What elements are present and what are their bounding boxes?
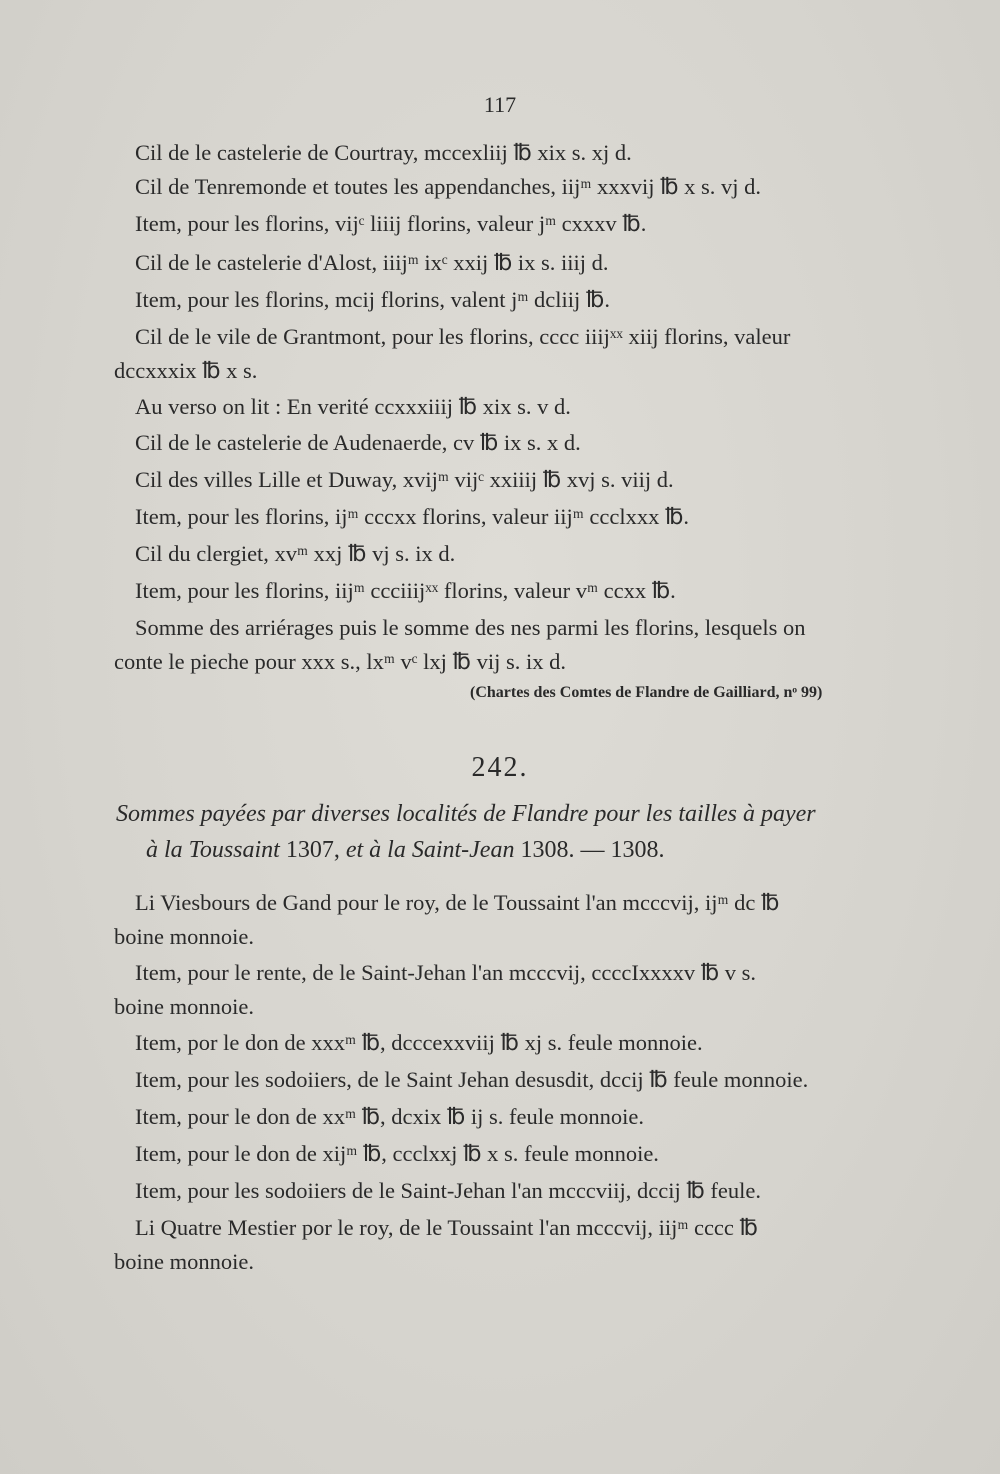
- text-line: Item, pour le don de xxᵐ ℔, dcxix ℔ ij s. feule monnoie.: [135, 1104, 644, 1129]
- document-title: [0, 796, 1000, 868]
- entry-viesbours: [0, 886, 1000, 954]
- text-line: Item, pour le rente, de le Saint-Jehan l'an mcccvij, ccccIxxxxv ℔ v s.: [135, 960, 756, 985]
- title-roman-b: 1308. — 1308.: [514, 837, 665, 863]
- text-line: dccxxxix ℔ x s.: [114, 358, 258, 383]
- text-line: Au verso on lit : En verité ccxxxiiij ℔ xix s. v d.: [135, 394, 571, 419]
- text-line: Cil de le castelerie de Courtray, mccexliij ℔ xix s. xj d.: [135, 140, 632, 165]
- entry-florins-3: [0, 500, 1000, 534]
- entry-lille-duway: [0, 463, 1000, 497]
- entry-verso: [0, 390, 1000, 424]
- entry-florins-4: [0, 574, 1000, 608]
- text-line: boine monnoie.: [114, 1249, 254, 1274]
- page-number: 117: [483, 92, 517, 117]
- document-number: 242.: [471, 752, 529, 783]
- text-line: Item, pour les florins, iijᵐ ccciiijˣˣ florins, valeur vᵐ ccxx ℔.: [135, 578, 676, 603]
- entry-don-xx: [0, 1100, 1000, 1134]
- entry-rente: [0, 956, 1000, 1024]
- entry-don-xxx: [0, 1026, 1000, 1060]
- entry-don-xij: [0, 1137, 1000, 1171]
- text-line: Cil de Tenremonde et toutes les appendanches, iijᵐ xxxvij ℔ x s. vj d.: [135, 174, 762, 199]
- entry-sodoiiers-2: [0, 1174, 1000, 1208]
- text-line: boine monnoie.: [114, 994, 254, 1019]
- entry-courtray: [0, 136, 1000, 170]
- title-italic-b: et à la Saint-Jean: [345, 837, 515, 863]
- text-line: Cil de le castelerie de Audenaerde, cv ℔ ix s. x d.: [135, 430, 581, 455]
- text-line: Cil de le castelerie d'Alost, iiijᵐ ixᶜ xxij ℔ ix s. iiij d.: [135, 250, 609, 275]
- entry-sodoiiers-1: [0, 1063, 1000, 1097]
- text-line: boine monnoie.: [114, 924, 254, 949]
- entry-alost: [0, 246, 1000, 280]
- entry-grantmont: [0, 320, 1000, 388]
- title-italic-a: à la Toussaint: [146, 837, 280, 863]
- entry-tenremonde: [0, 170, 1000, 204]
- text-line: Item, por le don de xxxᵐ ℔, dcccexxviij ℔ xj s. feule monnoie.: [135, 1030, 703, 1055]
- entry-clergiet: [0, 537, 1000, 571]
- entry-quatre-mestier: [0, 1211, 1000, 1279]
- text-line: Li Quatre Mestier por le roy, de le Toussaint l'an mcccvij, iijᵐ cccc ℔: [135, 1215, 758, 1240]
- text-line: Item, pour les sodoiiers, de le Saint Jehan desusdit, dccij ℔ feule monnoie.: [135, 1067, 809, 1092]
- source-citation: (Chartes des Comtes de Flandre de Gailliard, nᵒ 99): [470, 684, 823, 701]
- text-line: Somme des arriérages puis le somme des nes parmi les florins, lesquels on: [135, 615, 806, 640]
- title-roman-a: 1307,: [279, 837, 346, 863]
- entry-florins-1: [0, 207, 1000, 241]
- entry-somme: [0, 611, 1000, 679]
- entry-audenaerde: [0, 426, 1000, 460]
- title-line-1: Sommes payées par diverses localités de Flandre pour les tailles à payer: [116, 801, 816, 827]
- entry-florins-2: [0, 283, 1000, 317]
- text-line: Item, pour les florins, vijᶜ liiij florins, valeur jᵐ cxxxv ℔.: [135, 211, 647, 236]
- text-line: conte le pieche pour xxx s., lxᵐ vᶜ lxj ℔ vij s. ix d.: [114, 649, 566, 674]
- text-line: Cil des villes Lille et Duway, xvijᵐ vijᶜ xxiiij ℔ xvj s. viij d.: [135, 467, 674, 492]
- text-line: Cil du clergiet, xvᵐ xxj ℔ vj s. ix d.: [135, 541, 456, 566]
- text-line: Item, pour le don de xijᵐ ℔, ccclxxj ℔ x s. feule monnoie.: [135, 1141, 659, 1166]
- text-line: Li Viesbours de Gand pour le roy, de le Toussaint l'an mcccvij, ijᵐ dc ℔: [135, 890, 780, 915]
- text-line: Item, pour les florins, mcij florins, valent jᵐ dcliij ℔.: [135, 287, 610, 312]
- text-line: Cil de le vile de Grantmont, pour les florins, cccc iiijˣˣ xiij florins, valeur: [135, 324, 791, 349]
- text-line: Item, pour les sodoiiers de le Saint-Jehan l'an mcccviij, dccij ℔ feule.: [135, 1178, 762, 1203]
- text-line: Item, pour les florins, ijᵐ cccxx florins, valeur iijᵐ ccclxxx ℔.: [135, 504, 689, 529]
